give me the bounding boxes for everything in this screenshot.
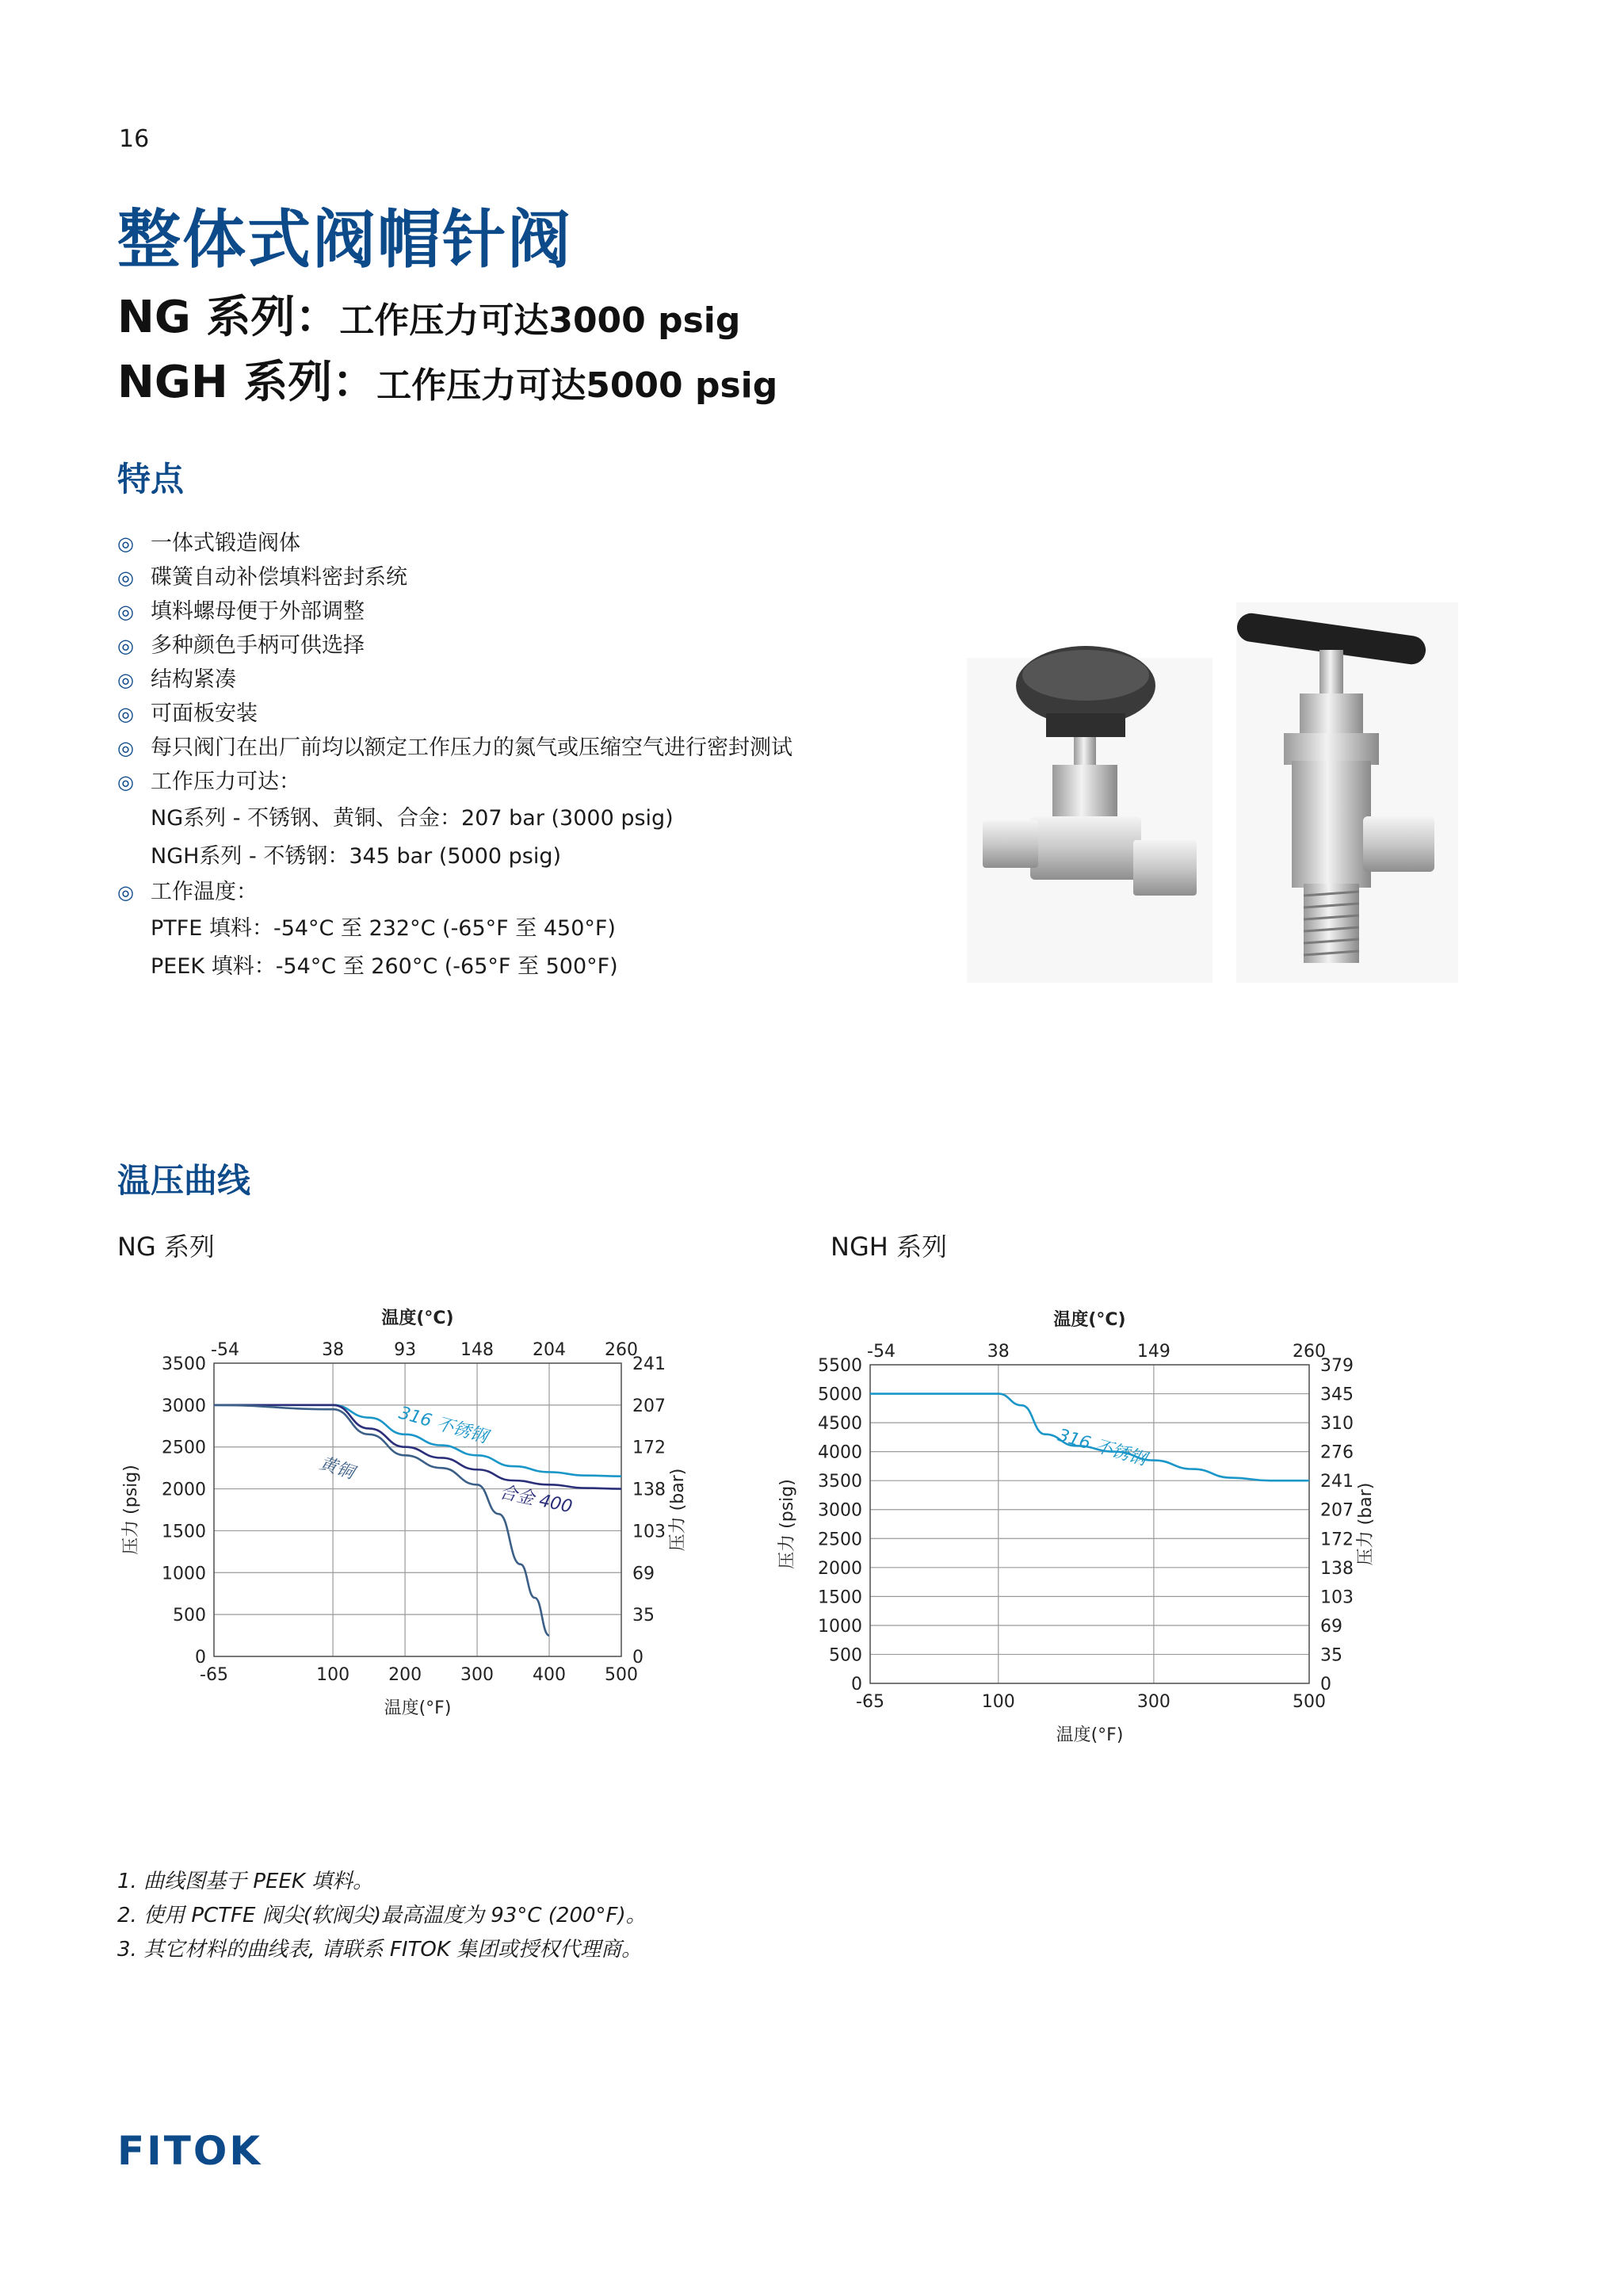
top-tick-label: 260 [1293, 1342, 1326, 1362]
feature-item: ◎ 工作温度： [117, 880, 258, 904]
x-tick-label: 500 [1293, 1692, 1326, 1712]
bullet-icon: ◎ [117, 668, 134, 691]
y2-tick-label: 35 [632, 1606, 655, 1626]
y-tick-label: 500 [173, 1606, 206, 1626]
top-tick-label: 260 [605, 1340, 638, 1360]
straight-needle-valve-image [967, 646, 1212, 983]
ngh-pressure-temperature-chart [769, 1284, 1419, 1823]
top-tick-label: 93 [394, 1340, 417, 1360]
x-tick-label: 200 [388, 1665, 422, 1685]
y2-tick-label: 207 [1320, 1500, 1354, 1521]
y-tick-label: 1500 [162, 1522, 206, 1542]
y-tick-label: 0 [195, 1648, 206, 1668]
feature-item: ◎ 填料螺母便于外部调整 [117, 599, 365, 624]
feature-item: ◎ 每只阀门在出厂前均以额定工作压力的氮气或压缩空气进行密封测试 [117, 735, 792, 760]
top-tick-label: 148 [460, 1340, 495, 1360]
y-tick-label: 0 [851, 1675, 862, 1694]
series-label: 合金 400 [498, 1482, 575, 1518]
subtitle-ng [117, 282, 740, 346]
y2-tick-label: 345 [1320, 1385, 1354, 1405]
y-tick-label: 2000 [818, 1558, 862, 1579]
pressure-detail-ngh: NGH系列 - 不锈钢：345 bar (5000 psig) [151, 843, 562, 869]
y-tick-label: 500 [829, 1645, 862, 1666]
feature-item: ◎ 结构紧凑 [117, 667, 236, 692]
y-tick-label: 4000 [818, 1442, 862, 1463]
y2-tick-label: 138 [1320, 1558, 1354, 1579]
feature-item: ◎ 一体式锻造阀体 [117, 531, 300, 556]
x-tick-label: 300 [460, 1665, 495, 1685]
y-tick-label: 2500 [818, 1530, 862, 1550]
feature-item: ◎ 可面板安装 [117, 701, 258, 726]
fitok-logo: FITOK [117, 2128, 263, 2174]
y2-tick-label: 103 [632, 1522, 666, 1542]
curve-heading: 温压曲线 [117, 1161, 251, 1200]
top-axis-label: 温度(°C) [381, 1308, 454, 1328]
series-line [214, 1405, 549, 1636]
notes [117, 1865, 647, 1967]
temp-detail-peek: PEEK 填料：-54°C 至 260°C (-65°F 至 500°F) [151, 953, 618, 979]
series-label: 316 不锈钢 [396, 1403, 490, 1448]
y2-tick-label: 35 [1320, 1645, 1342, 1666]
plot-frame [870, 1365, 1309, 1683]
note-item: 1. 曲线图基于 PEEK 填料。 [117, 1870, 374, 1893]
y-tick-label: 1000 [162, 1564, 206, 1584]
subtitle-ng-desc: 工作压力可达3000 psig [339, 300, 741, 341]
y-tick-label: 3000 [162, 1396, 206, 1416]
feature-item: ◎ 碟簧自动补偿填料密封系统 [117, 565, 407, 590]
ng-pressure-temperature-chart [103, 1284, 737, 1744]
y2-tick-label: 138 [632, 1480, 666, 1500]
y2-tick-label: 0 [632, 1648, 643, 1668]
bullet-icon: ◎ [117, 881, 134, 904]
y2-tick-label: 241 [632, 1354, 666, 1374]
y2-axis-label: 压力 (bar) [1356, 1482, 1376, 1566]
bullet-icon: ◎ [117, 600, 134, 623]
x-tick-label: -65 [856, 1692, 884, 1712]
bottom-axis-label: 温度(°F) [384, 1698, 452, 1718]
y2-tick-label: 172 [632, 1438, 666, 1458]
x-tick-label: 100 [981, 1692, 1015, 1712]
top-tick-label: -54 [867, 1342, 896, 1362]
x-tick-label: 500 [605, 1665, 638, 1685]
y2-tick-label: 103 [1320, 1587, 1354, 1608]
bullet-icon: ◎ [117, 702, 134, 725]
top-tick-label: 38 [322, 1340, 345, 1360]
top-axis-label: 温度(°C) [1053, 1310, 1126, 1330]
y-axis-label: 压力 (psig) [121, 1465, 141, 1555]
x-tick-label: -65 [200, 1665, 228, 1685]
features-heading: 特点 [117, 460, 185, 499]
y-tick-label: 4500 [818, 1414, 862, 1435]
subtitle-ngh [117, 347, 777, 411]
page-title: 整体式阀帽针阀 [117, 203, 572, 277]
y-tick-label: 2500 [162, 1438, 206, 1458]
features-list [117, 526, 792, 985]
subtitle-ngh-series: NGH 系列： [117, 357, 377, 408]
x-tick-label: 100 [316, 1665, 350, 1685]
subtitle-ng-series: NG 系列： [117, 292, 340, 343]
bullet-icon: ◎ [117, 770, 134, 793]
series-label: 黄铜 [317, 1454, 357, 1484]
y2-tick-label: 310 [1320, 1414, 1354, 1435]
y2-tick-label: 276 [1320, 1442, 1354, 1463]
bottom-axis-label: 温度(°F) [1056, 1725, 1124, 1745]
temp-detail-ptfe: PTFE 填料：-54°C 至 232°C (-65°F 至 450°F) [151, 915, 616, 941]
top-tick-label: 149 [1136, 1342, 1170, 1362]
y2-axis-label: 压力 (bar) [668, 1468, 688, 1552]
product-photos [967, 602, 1458, 983]
top-tick-label: 204 [533, 1340, 567, 1360]
bullet-icon: ◎ [117, 532, 134, 555]
y-axis-label: 压力 (psig) [777, 1479, 797, 1569]
top-tick-label: 38 [987, 1342, 1010, 1362]
ngh-series-label: NGH 系列 [831, 1232, 947, 1262]
bullet-icon: ◎ [117, 736, 134, 759]
y2-tick-label: 207 [632, 1396, 666, 1416]
y-tick-label: 5500 [818, 1356, 862, 1376]
y-tick-label: 5000 [818, 1385, 862, 1405]
y-tick-label: 3500 [818, 1472, 862, 1492]
y2-tick-label: 379 [1320, 1356, 1354, 1376]
note-item: 2. 使用 PCTFE 阀尖(软阀尖)最高温度为 93°C (200°F)。 [117, 1904, 647, 1927]
page-number: 16 [119, 125, 150, 153]
y-tick-label: 3000 [818, 1500, 862, 1521]
feature-item: ◎ 多种颜色手柄可供选择 [117, 633, 365, 658]
feature-item: ◎ 工作压力可达： [117, 770, 300, 794]
bullet-icon: ◎ [117, 566, 134, 589]
y-tick-label: 1000 [818, 1616, 862, 1637]
y2-tick-label: 172 [1320, 1530, 1354, 1550]
y2-tick-label: 241 [1320, 1472, 1354, 1492]
y-tick-label: 3500 [162, 1354, 206, 1374]
y2-tick-label: 69 [632, 1564, 655, 1584]
x-tick-label: 400 [533, 1665, 567, 1685]
bullet-icon: ◎ [117, 634, 134, 657]
top-tick-label: -54 [211, 1340, 239, 1360]
y2-tick-label: 69 [1320, 1616, 1342, 1637]
note-item: 3. 其它材料的曲线表, 请联系 FITOK 集团或授权代理商。 [117, 1938, 643, 1962]
y2-tick-label: 0 [1320, 1675, 1331, 1694]
series-label: 316 不锈钢 [1055, 1425, 1149, 1470]
x-tick-label: 300 [1136, 1692, 1170, 1712]
pressure-detail-ng: NG系列 - 不锈钢、黄铜、合金：207 bar (3000 psig) [151, 805, 674, 831]
subtitle-ngh-desc: 工作压力可达5000 psig [376, 365, 778, 406]
angle-needle-valve-image [1235, 602, 1458, 983]
ng-series-label: NG 系列 [117, 1232, 215, 1262]
y-tick-label: 2000 [162, 1480, 206, 1500]
y-tick-label: 1500 [818, 1587, 862, 1608]
